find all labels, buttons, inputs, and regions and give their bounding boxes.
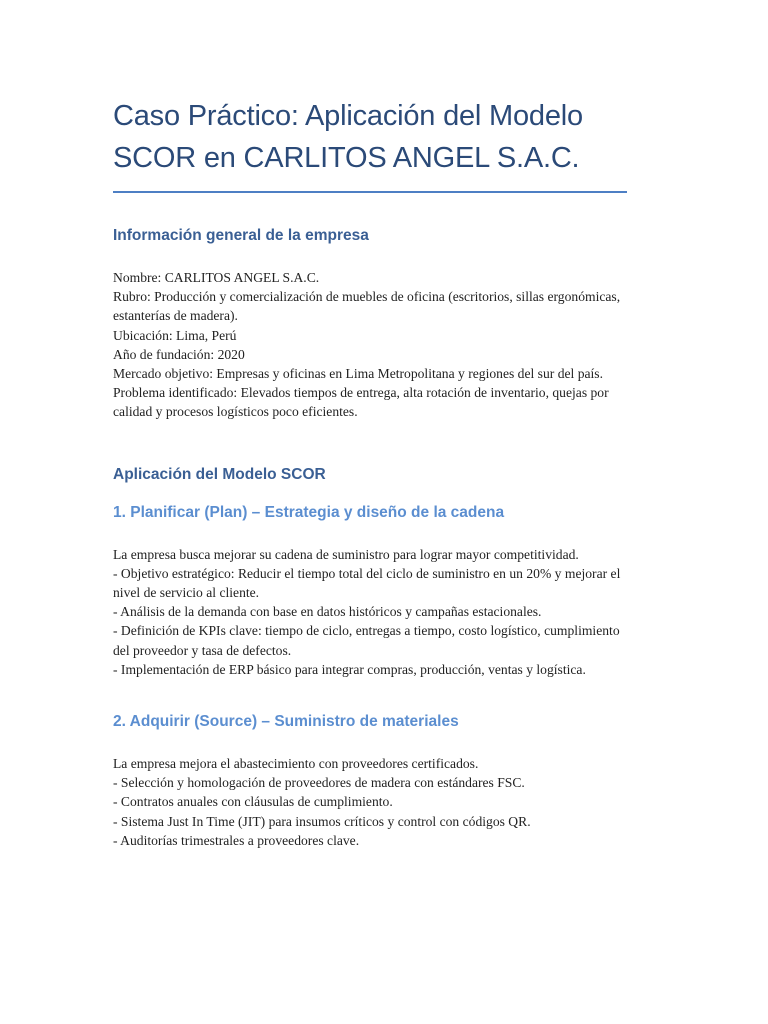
general-info-line: Ubicación: Lima, Perú bbox=[113, 327, 237, 343]
source-paragraph bbox=[113, 754, 633, 850]
scor-heading: Aplicación del Modelo SCOR bbox=[113, 465, 326, 483]
source-line: - Selección y homologación de proveedores de madera con estándares FSC. bbox=[113, 775, 525, 791]
source-line: - Sistema Just In Time (JIT) para insumos críticos y control con códigos QR. bbox=[113, 813, 531, 829]
source-line: - Contratos anuales con cláusulas de cumplimiento. bbox=[113, 794, 393, 810]
plan-line: - Implementación de ERP básico para integrar compras, producción, ventas y logística. bbox=[113, 661, 586, 677]
general-info-line: Año de fundación: 2020 bbox=[113, 346, 245, 362]
document-title: Caso Práctico: Aplicación del Modelo SCOR en CARLITOS ANGEL S.A.C. bbox=[113, 100, 583, 174]
source-line: - Auditorías trimestrales a proveedores clave. bbox=[113, 832, 360, 848]
title-underline bbox=[113, 191, 627, 193]
general-info-heading: Información general de la empresa bbox=[113, 227, 369, 244]
plan-line: La empresa busca mejorar su cadena de suministro para lograr mayor competitividad. bbox=[113, 546, 579, 562]
general-info-line: Problema identificado: Elevados tiempos de entrega, alta rotación de inventario, quejas por calidad y procesos logísticos poco eficientes. bbox=[113, 385, 609, 420]
plan-heading: 1. Planificar (Plan) – Estrategia y diseño de la cadena bbox=[113, 503, 505, 521]
general-info-line: Mercado objetivo: Empresas y oficinas en Lima Metropolitana y regiones del sur del país. bbox=[113, 366, 603, 382]
plan-line: - Análisis de la demanda con base en datos históricos y campañas estacionales. bbox=[113, 604, 542, 620]
source-heading: 2. Adquirir (Source) – Suministro de materiales bbox=[113, 713, 459, 731]
general-info-paragraph bbox=[113, 268, 633, 422]
plan-line: - Definición de KPIs clave: tiempo de ciclo, entregas a tiempo, costo logístico, cumplimiento del proveedor y tasa de defectos. bbox=[113, 623, 620, 658]
plan-line: - Objetivo estratégico: Reducir el tiempo total del ciclo de suministro en un 20% y mejorar el nivel de servicio al cliente. bbox=[113, 565, 621, 601]
general-info-line: Rubro: Producción y comercialización de muebles de oficina (escritorios, sillas ergonómicas, estanterías de madera). bbox=[113, 289, 621, 324]
plan-paragraph bbox=[113, 545, 633, 679]
general-info-line: Nombre: CARLITOS ANGEL S.A.C. bbox=[113, 270, 320, 285]
source-line: La empresa mejora el abastecimiento con proveedores certificados. bbox=[113, 756, 479, 772]
document-page bbox=[113, 0, 633, 850]
